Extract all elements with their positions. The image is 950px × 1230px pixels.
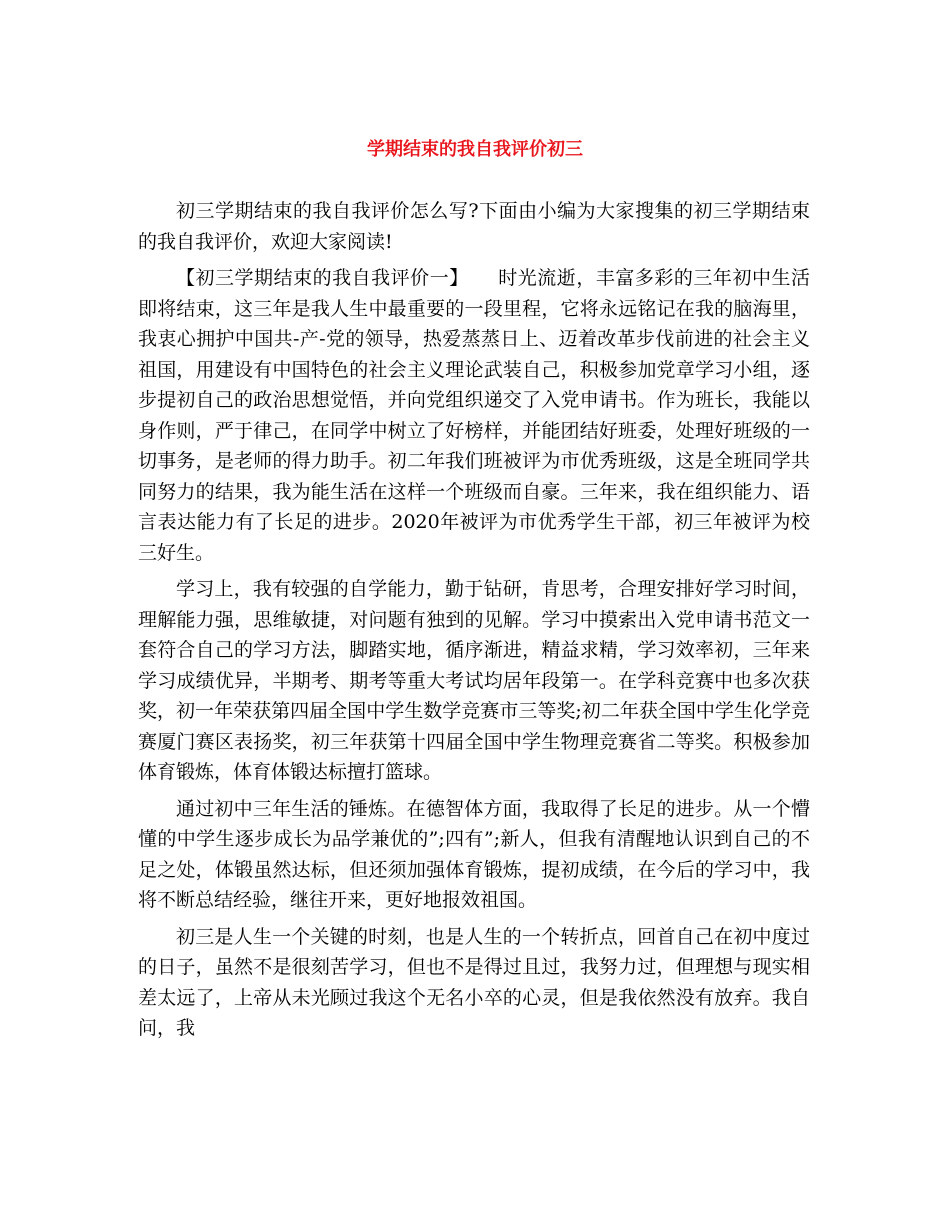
paragraph-intro: 初三学期结束的我自我评价怎么写?下面由小编为大家搜集的初三学期结束的我自我评价，欢迎大家阅读! [138, 200, 810, 253]
document-body [138, 196, 810, 1050]
paragraph-turning-point: 初三是人生一个关键的时刻，也是人生的一个转折点，回首自己在初中度过的日子，虽然不是很刻苦学习，但也不是得过且过，我努力过，但理想与现实相差太远了，上帝从未光顾过我这个无名小卒的心灵，但是我依然没有放弃。我自问，我 [138, 925, 810, 1039]
document-title: 学期结束的我自我评价初三 [367, 139, 583, 160]
paragraph-evaluation-one: 【初三学期结束的我自我评价一】 时光流逝，丰富多彩的三年初中生活即将结束，这三年是我人生中最重要的一段里程，它将永远铭记在我的脑海里，我衷心拥护中国共-产-党的领导，热爱蒸蒸日上、迈着改革步伐前进的社会主义祖国，用建设有中国特色的社会主义理论武装自己，积极参加党章学习小组，逐步提初自己的政治思想觉悟，并向党组织递交了入党申请书。作为班长，我能以身作则，严于律己，在同学中树立了好榜样，并能团结好班委，处理好班级的一切事务，是老师的得力助手。初二年我们班被评为市优秀班级，这是全班同学共同努力的结果，我为能生活在这样一个班级而自豪。三年来，我在组织能力、语言表达能力有了长足的进步。2020年被评为市优秀学生干部，初三年被评为校三好生。 [138, 267, 810, 564]
paragraph-study: 学习上，我有较强的自学能力，勤于钻研，肯思考，合理安排好学习时间，理解能力强，思维敏捷，对问题有独到的见解。学习中摸索出入党申请书范文一套符合自己的学习方法，脚踏实地，循序渐进，精益求精，学习效率初，三年来学习成绩优异，半期考、期考等重大考试均居年段第一。在学科竞赛中也多次获奖，初一年荣获第四届全国中学生数学竞赛市三等奖;初二年获全国中学生化学竞赛厦门赛区表扬奖，初三年获第十四届全国中学生物理竞赛省二等奖。积极参加体育锻炼，体育体锻达标擅打篮球。 [138, 578, 810, 783]
paragraph-growth: 通过初中三年生活的锤炼。在德智体方面，我取得了长足的进步。从一个懵懂的中学生逐步成长为品学兼优的”;四有”;新人，但我有清醒地认识到自己的不足之处，体锻虽然达标，但还须加强体育锻炼，提初成绩，在今后的学习中，我将不断总结经验，继往开来，更好地报效祖国。 [138, 797, 810, 911]
